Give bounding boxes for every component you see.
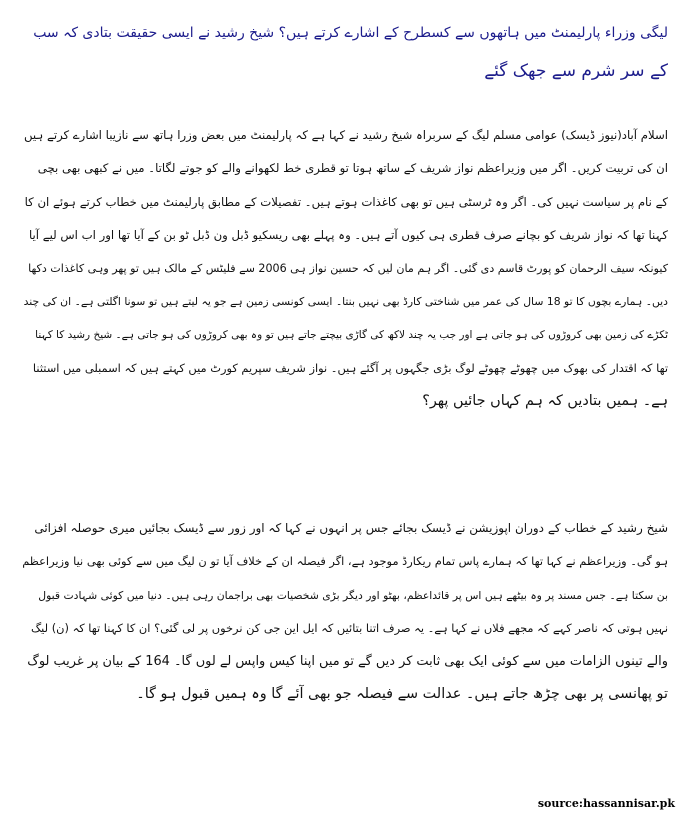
text-line: نہیں ہوتی کہ ناصر کہے کہ مجھے فلاں نے کہا ہے۔ یہ صرف اتنا بتائیں کہ ایل این جی کن نرخوں پر لی گئی؟ ان کا کہنا تھا کہ (ن) لیگ	[30, 620, 668, 635]
article-headline	[22, 14, 668, 90]
text-line: اسلام آباد(نیوز ڈیسک) عوامی مسلم لیگ کے سربراہ شیخ رشید نے کہا ہے کہ پارلیمنٹ میں بعض وزرا ہاتھ سے نازیبا اشارے کرتے ہیں	[24, 128, 668, 142]
text-line: کہنا تھا کہ نواز شریف کو بچانے صرف قطری ہی کیوں آتے ہیں۔ وہ پہلے بھی ریسکیو ڈبل ون ڈبل ٹو بن کے آیا تھا اور اب اس لیے آیا	[28, 227, 668, 242]
source-credit: source:hassannisar.pk	[537, 797, 675, 810]
text-line: ٹکڑے کی زمین بھی کروڑوں کی ہو جاتی ہے اور جب یہ چند لاکھ کی گاڑی بیچتے جاتے ہیں تو وہ بھی کروڑوں کی ہو جاتی ہے۔ شیخ رشید کا کہنا	[35, 328, 668, 341]
text-line: بن سکتا ہے۔ جس مسند پر وہ بیٹھے ہیں اس پر قائداعظم، بھٹو اور دیگر بڑی شخصیات بھی براجمان رہی ہیں۔ دنیا میں کوئی شہادت قبول	[38, 588, 668, 602]
text-line: دیں۔ ہمارے بچوں کا تو 18 سال کی عمر میں شناختی کارڈ بھی نہیں بنتا۔ ایسی کونسی زمین ہے جو یہ لیتے ہیں تو سونا اگلتی ہے۔ ان کی چند	[23, 295, 668, 309]
text-line: تھا کہ اقتدار کی بھوک میں چھوٹے چھوٹے لوگ بڑی جگہوں پر آگئے ہیں۔ نواز شریف سپریم کورٹ میں کہتے ہیں کہ اسمبلی میں استثنا	[32, 361, 668, 376]
text-line: ان کی تربیت کریں۔ اگر میں وزیراعظم نواز شریف کے ساتھ ہوتا تو قطری خط لکھوانے والے کو جوتے لگاتا۔ میں نے کبھی بھی بچی	[37, 161, 668, 176]
article-paragraph-2	[22, 512, 668, 712]
headline-line: کے سر شرم سے جھک گئے	[484, 61, 668, 81]
article-paragraph-1	[22, 119, 668, 419]
text-line: والے تینوں الزامات میں سے کوئی ایک بھی ثابت کر دیں گے تو میں اپنا کیس واپس لے لوں گا۔ 164 کے بیان پر غریب لوگ	[27, 654, 668, 670]
headline-line: لیگی وزراء پارلیمنٹ میں ہاتھوں سے کسطرح کے اشارے کرتے ہیں؟ شیخ رشید نے ایسی حقیقت بتادی کہ سب	[33, 25, 668, 41]
text-line: شیخ رشید کے خطاب کے دوران اپوزیشن نے ڈیسک بجائے جس پر انہوں نے کہا کہ اور زور سے ڈیسک بجائیں میری حوصلہ افزائی	[34, 521, 668, 535]
text-line: ہے۔ ہمیں بتادیں کہ ہم کہاں جائیں پھر؟	[422, 393, 668, 410]
text-line: ہو گی۔ وزیراعظم نے کہا تھا کہ ہمارے پاس تمام ریکارڈ موجود ہے، اگر فیصلہ ان کے خلاف آیا تو ن لیگ میں سے کوئی بھی نیا وزیراعظم	[22, 554, 668, 569]
text-line: کے نام پر سیاست نہیں کی۔ اگر وہ ٹرسٹی ہیں تو بھی کاغذات ہوتے ہیں۔ تفصیلات کے مطابق پارلیمنٹ میں خطاب کرتے ہوئے ان کا	[24, 194, 668, 209]
text-line: تو پھانسی پر بھی چڑھ جاتے ہیں۔ عدالت سے فیصلہ جو بھی آئے گا وہ ہمیں قبول ہو گا۔	[136, 686, 668, 703]
text-line: کیونکہ سیف الرحمان کو پورٹ قاسم دی گئی۔ اگر ہم مان لیں کہ حسین نواز ہی 2006 سے فلیٹس کے مالک ہیں تو پھر وہی کاغذات دکھا	[28, 262, 668, 276]
